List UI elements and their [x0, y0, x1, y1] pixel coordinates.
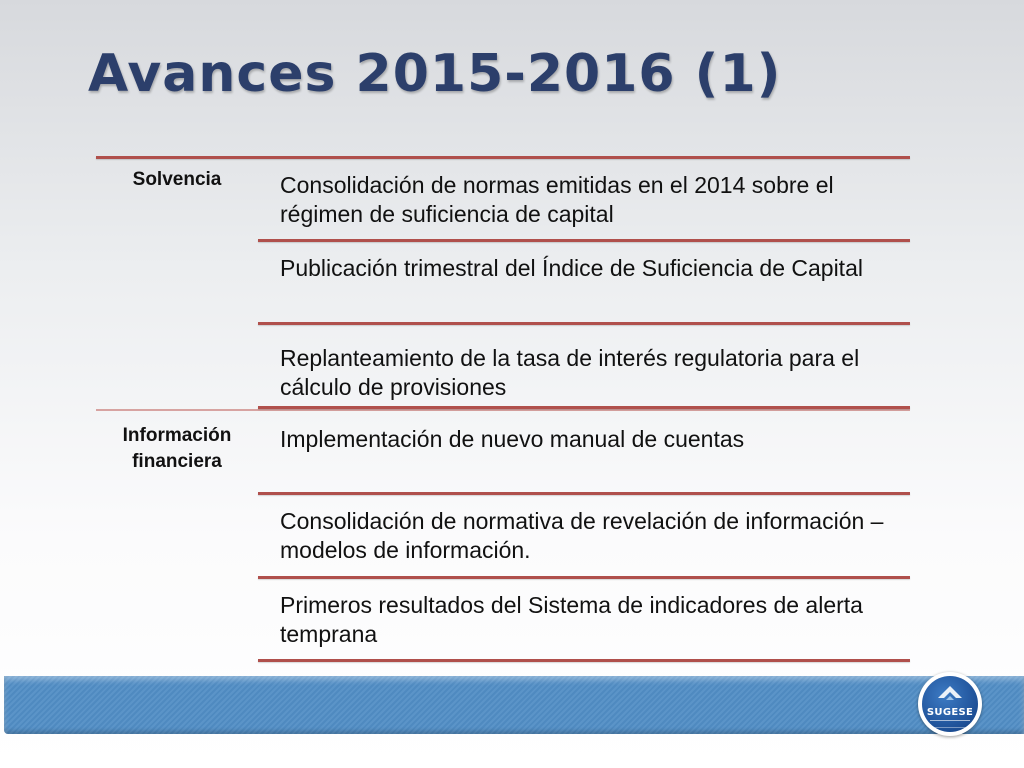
row-divider [258, 239, 910, 242]
table-top-rule [96, 156, 910, 159]
list-item: Primeros resultados del Sistema de indicadores de alerta temprana [280, 592, 863, 647]
list-item: Publicación trimestral del Índice de Suficiencia de Capital [280, 255, 863, 281]
shield-icon [936, 684, 964, 704]
category-solvencia: Solvencia [132, 169, 222, 190]
category-informacion-financiera: Información financiera [122, 425, 232, 472]
list-item: Replanteamiento de la tasa de interés regulatoria para el cálculo de provisiones [280, 345, 860, 400]
footer-band [4, 676, 1024, 734]
section-divider [96, 409, 910, 411]
list-item: Implementación de nuevo manual de cuentas [280, 426, 745, 452]
table-bottom-rule [258, 659, 910, 662]
row-divider [258, 406, 910, 409]
row-divider [258, 322, 910, 325]
logo-name: SUGESE [926, 707, 974, 718]
list-item: Consolidación de normativa de revelación de información – modelos de información. [280, 508, 884, 563]
row-divider [258, 576, 910, 579]
logo-emblem [922, 676, 978, 732]
list-item: Consolidación de normas emitidas en el 2014 sobre el régimen de suficiencia de capital [280, 172, 834, 227]
sugese-logo [918, 672, 982, 736]
slide-title: Avances 2015-2016 (1) [88, 44, 782, 104]
logo-subtext-lines [930, 720, 970, 728]
row-divider [258, 492, 910, 495]
